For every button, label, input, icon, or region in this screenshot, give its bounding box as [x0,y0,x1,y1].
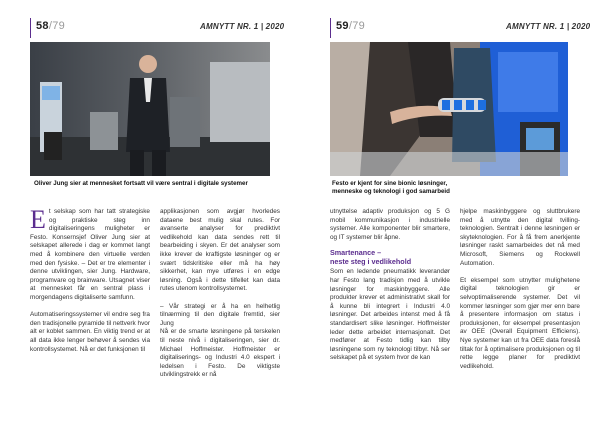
bionic-photo-image [330,42,568,176]
page-number-total: /79 [48,20,66,32]
paragraph: Automatiseringssystemer vil endre seg fra den tradisjonelle pyramide til nettverk hvor alt er koblet sammen. En viktig trend er at all data ikke lenger behøver å sendes via kontrollsystemet. Nå er det funksjonen til [30,311,150,353]
photo-caption: Oliver Jung sier at mennesket fortsatt vil være sentral i digitale systemer [34,180,248,187]
page-gutter [290,0,310,424]
page-rule [330,18,331,38]
bionic-arm [438,98,486,112]
page-number [36,20,65,32]
page-number-current: 58 [36,20,49,32]
photo-speaker [30,42,270,176]
magazine-issue: AMNYTT NR. 1 | 2020 [200,22,285,31]
page-number-current: 59 [336,20,349,32]
paragraph: Nå er de smarte løsningene på terskelen til neste nivå i digitaliseringen, sier dr. Michael Hoffmeister. Hoffmeister er digitaliserings- og Industri 4.0 ekspert i ledelsen i Festo. De viktigste utviklingstrekk er nå [160,328,280,379]
drop-cap: E [30,205,46,234]
right-page [310,0,600,424]
photo-bionic [330,42,568,176]
paragraph: applikasjonen som avgjør hvorledes dataene best mulig skal rutes. For avanserte analyser for prediktivt vedlikehold kan data sendes rett til bearbeiding i skyen. Er det analyser som ikke krever de kraftigste løsninger og er svært tidskritiske eller må ha høy sikkerhet, kan mye utføres i en edge løsning. Også i dette tilfellet kan data rutes utenom kontrollsystemet. [160,208,280,293]
paragraph: Et eksempel som utnytter mulighetene digital teknologien gir er selvoptimaliserende systemer. Det vil kommer løsninger som gjør mer enn bare å presentere informasjon om status i produksjonen, for eksempel presentasjon av OEE (Overall Equipment Efficiens). Nye systemer kan ut fra OEE data foreslå tiltak for å optimalisere produksjonen og til rette legge planer for prediktivt vedlikehold. [460,276,580,370]
speaker-photo-image [30,42,270,176]
magazine-issue: AMNYTT NR. 1 | 2020 [506,22,591,31]
left-page [0,0,290,424]
paragraph [30,205,150,303]
column-2 [460,208,580,380]
column-2 [160,208,280,388]
page-number-total: /79 [348,20,366,32]
column-1 [330,208,450,372]
subheading [330,248,450,266]
subheading-line: neste steg i vedlikehold [330,257,412,267]
article-body-left [30,205,280,424]
paragraph-text: t selskap som har tatt strategiske og praktiske steg inn digitaliseringens muligheter er Festo. Konsernsjef Oliver Jung sier at selskapet allerede i dag er kommet langt med å kombinere den virtuelle verden med den fysiske. – Det er tre elementer i denne utviklingen, sier Jung. Hardware, programvare og brainware. Utsagnet viser at mennesket får en sentral plass i morgendagens digitaliserte samfunn. [30,208,150,301]
photo-caption [332,180,572,196]
paragraph: hjelpe maskinbyggere og sluttbrukere med å utnytte den digital tvilling-teknologien. Sentralt i denne løsningen er skyteknologien. For å få frem anerkjente løsninger raskt samarbeides det nå med Microsoft, Siemens og Rockwell Automation. [460,208,580,267]
paragraph: – Vår strategi er å ha en helhetlig tilnærming til den digitale fremtid, sier Jung [160,302,280,327]
column-1 [30,205,150,363]
page-rule [30,18,31,38]
caption-line: menneske og teknologi i god samarbeid [332,188,450,195]
caption-line: Festo er kjent for sine bionic løsninger, [332,180,448,187]
paragraph: utnyttelse adaptiv produksjon og 5 G mobil kommunikasjon i industrielle systemer. Alle komponenter blir smartere, og IT systemer blir åpne. [330,208,450,241]
paragraph: Som en ledende pneumatikk leverandør har Festo lang tradisjon med å utvikle løsninger for maskinbyggere. Alle produkter krever et administrativt skall for å kunne bli integrert i Industri 4.0 løsninger. Det arbeides intenst med å få standardisert slike løsninger. Hoffmeister leder dette arbeidet internasjonalt. Det medfører at Festo tidlig kan tilby løsningene som ny teknologi tilbyr. Nå ser selskapet på et system hvor de kan [330,268,450,362]
article-body-right [330,208,580,424]
subheading-line: Smartenance – [330,248,382,258]
page-number [336,20,365,32]
